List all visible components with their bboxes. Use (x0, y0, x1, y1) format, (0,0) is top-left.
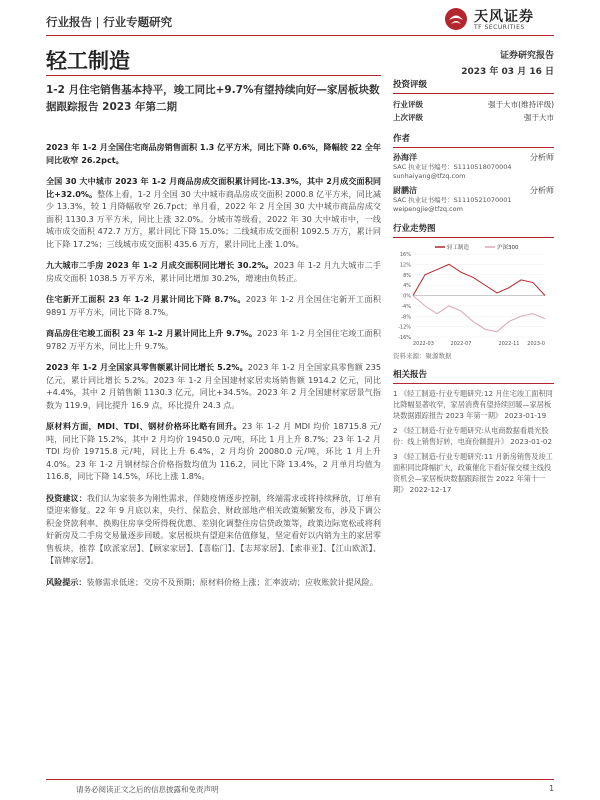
paragraph-lead: 全国 30 大中城市 2023 年 1-2 月商品房成交面积累计同比-13.3%，其中 2月成交面积同比+32.0%。 (46, 176, 381, 199)
author-cert: SAC 执业证书编号：S1110521070001 (393, 196, 512, 204)
paragraph-body: 整体上看，1-2 月全国 30 大中城市商品房成交面积 2000.8 亿平方米，同比减少 13.3%，较 1 月降幅收窄 26.7pct；单月看，2022 年 2 月全国 30 大中城市商品房成交面积 1130.3 万平方米，同比上涨 32.0%。分城市等级看，2022 年 30 大中城市中，一线城市成交面积 472.7 万方，累计同比下降 15.0%；二线城市成交面积 1092.5 万方，累计同比下降 17.2%；三线城市成交面积 435.6 万方，累计同比上涨 1.0%。 (46, 188, 381, 249)
author-role: 分析师 (530, 186, 554, 195)
trend-chart (393, 242, 554, 349)
rating-row (393, 98, 554, 111)
related-report[interactable]: 2 《轻工制造-行业专题研究:从电商数据看晨光股份：线上销售好转，电商份额提升》 2023-01-02 (393, 426, 553, 446)
body-paragraph (46, 576, 381, 589)
rating-value: 强于大市(维持评级) (488, 100, 554, 109)
paragraph-lead: 商品房住宅竣工面积 23 年 1-2 月累计同比上升 9.7%。 (46, 328, 258, 338)
paragraph-body: 我们认为家装多为刚性需求，伴随疫情逐步控制，终端需求或将持续释放，订单有望迎来修复。22 年 9 月底以来，央行、保监会、财政部地产相关政策频繁发布，涉及下调公积金贷款利率、换购住房享受所得税优惠、差别化调整住房信贷政策等，政策边际宽松或将利好新房及二手房交易量逐步回暖。家居板块有望迎来估值修复，坚定看好以内销为主的家居零售板块，推荐【欧派家居】、【顾家家居】、【喜临门】、【志邦家居】、【索菲亚】、【江山欧派】、【箭牌家居】。 (46, 492, 381, 565)
trend-chart-svg (393, 242, 554, 349)
category-label: 行业报告 (46, 15, 92, 29)
y-tick-label: 8% (403, 272, 411, 279)
paragraph-lead: 原材料方面，MDI、TDI、钢材价格环比略有回升。 (46, 421, 242, 431)
subcategory-label: 行业专题研究 (103, 15, 173, 29)
y-tick-label: 0% (403, 293, 411, 300)
body-paragraph (46, 327, 381, 352)
header-divider (46, 35, 554, 36)
paragraph-lead: 风险提示： (46, 576, 87, 587)
page-title: 轻工制造 (46, 49, 130, 73)
body-paragraph (46, 293, 381, 318)
legend-label: 沪深300 (497, 245, 519, 251)
paragraph-body: 23 年 1-2 月 MDI 均价 18715.8 元/吨，同比下降 15.2%，其中 2 月均价 19450.0 元/吨，环比 1 月上升 8.7%；23 年 1-2 月 TDI 均价 19715.8 元/吨，同比上升 6.4%，2 月均价 20080.0 元/吨，环比 1 月上升 4.0%。23 年 1-2 月钢材综合价格指数均值为 116.2，同比下降 13.4%，2 月单月均值为 116.8，同比下降 14.5%，环比上涨 1.8%。 (46, 421, 381, 481)
report-body (46, 141, 381, 597)
body-paragraph (46, 259, 381, 284)
y-tick-label: -4% (401, 303, 411, 310)
logo-name: 天风证券 (474, 9, 534, 25)
y-tick-label: -12% (398, 324, 411, 331)
body-paragraph (46, 361, 381, 411)
paragraph-body: 装修需求低迷；交房不及预期；原材料价格上涨；汇率波动；应收账款计提风险。 (86, 576, 378, 587)
category-separator: | (95, 15, 100, 29)
report-subtitle: 1-2 月住宅销售基本持平，竣工同比+9.7%有望持续向好—家居板块数据跟踪报告 2023 年第二期 (46, 84, 380, 113)
body-paragraph (46, 492, 381, 567)
y-tick-label: -8% (401, 314, 411, 321)
report-type: 证券研究报告 (499, 51, 554, 61)
y-tick-label: 16% (399, 252, 411, 258)
series-line (413, 296, 545, 332)
report-category (46, 14, 172, 30)
legend-label: 轻工制造 (447, 245, 470, 251)
authors-heading: 作者 (393, 132, 554, 148)
paragraph-body: 2023 年 1-2 月全国家具零售额 235 亿元，累计同比增长 5.2%。2023 年 1-2 月全国建材家居卖场销售额 1914.2 亿元，同比+4.4%，其中 2 月销售额 1130.3 亿元，同比+34.5%。2023 年 2 月全国建材家居景气指数为 119.9，同比提升 16.9 点，环比提升 24.3 点。 (46, 362, 382, 410)
related-report[interactable]: 3 《轻工制造-行业专题研究:11 月新房销售及竣工面积同比降幅扩大，政策催化下看好保交楼主线投资机会—家居板块数据跟踪报告 2022 年第十一期》 2022-12-17 (393, 452, 553, 494)
y-tick-label: -16% (398, 335, 411, 341)
x-tick-label: 2022-07 (450, 341, 472, 347)
paragraph-body: 2023 年 1-2 月全国住宅新开工面积 9891 万平方米，同比下降 8.7%。 (46, 294, 381, 317)
rating-heading: 投资评级 (393, 78, 554, 94)
footer-disclaimer: 请务必阅读正文之后的信息披露和免责声明 (76, 785, 219, 794)
prev-rating-label: 上次评级 (393, 113, 423, 122)
series-line (413, 264, 545, 295)
report-date: 2023 年 03 月 16 日 (461, 67, 554, 77)
author-block (393, 185, 554, 214)
x-tick-label: 2023-0 (527, 341, 545, 347)
body-paragraph (46, 420, 381, 483)
page-number: 1 (549, 784, 554, 793)
trend-heading: 行业走势图 (393, 222, 554, 238)
title-divider (46, 75, 381, 76)
author-cert: SAC 执业证书编号：S1110518070004 (393, 163, 512, 171)
body-paragraph (46, 141, 381, 166)
prev-rating-row (393, 111, 554, 124)
chart-source: 资料来源：聚源数据 (393, 352, 452, 360)
y-tick-label: 4% (403, 283, 411, 290)
rating-label: 行业评级 (393, 100, 423, 109)
paragraph-lead: 九大城市二手房 2023 年 1-2 月成交面积同比增长 30.2%。 (46, 260, 274, 270)
x-tick-label: 2022-11 (498, 341, 520, 347)
paragraph-body: 2023 年 1-2 月九大城市二手房成交面积 1038.5 万平方米，累计同比增加 30.2%，增速由负转正。 (46, 260, 381, 283)
prev-rating-value: 强于大市 (524, 113, 554, 122)
author-email[interactable]: sunhaiyang@tfzq.com (393, 172, 466, 180)
logo-english: TF SECURITIES (474, 24, 525, 31)
related-heading: 相关报告 (393, 368, 554, 384)
y-tick-label: 12% (399, 262, 411, 269)
paragraph-lead: 投资建议： (46, 492, 87, 503)
logo-mark-icon (444, 7, 468, 31)
related-report[interactable]: 1 《轻工制造-行业专题研究:12 月住宅竣工面积同比降幅显著收窄，家居消费有望持续回暖—家居板块数据跟踪报告 2023 年第一期》 2023-01-19 (393, 389, 553, 420)
sidebar (393, 78, 554, 499)
author-name: 尉鹏洁 (393, 186, 417, 195)
author-block (393, 152, 554, 181)
author-role: 分析师 (530, 153, 554, 162)
company-logo (444, 4, 554, 34)
author-email[interactable]: weipengjie@tfzq.com (393, 205, 463, 213)
body-paragraph (46, 175, 381, 250)
paragraph-lead: 2023 年 1-2 月全国家具零售额累计同比增长 5.2%。 (46, 362, 248, 372)
paragraph-lead: 2023 年 1-2 月全国住宅商品房销售面积 1.3 亿平方米，同比下降 0.6%，降幅较 22 全年同比收窄 26.2pct。 (46, 142, 381, 165)
paragraph-lead: 住宅新开工面积 23 年 1-2 月累计同比下降 8.7%。 (46, 294, 246, 304)
x-tick-label: 2022-03 (413, 341, 434, 347)
page-footer (46, 779, 554, 795)
paragraph-body: 2023 年 1-2 月全国住宅竣工面积 9782 万平方米，同比上升 9.7%。 (46, 328, 381, 351)
author-name: 孙海洋 (393, 153, 417, 162)
